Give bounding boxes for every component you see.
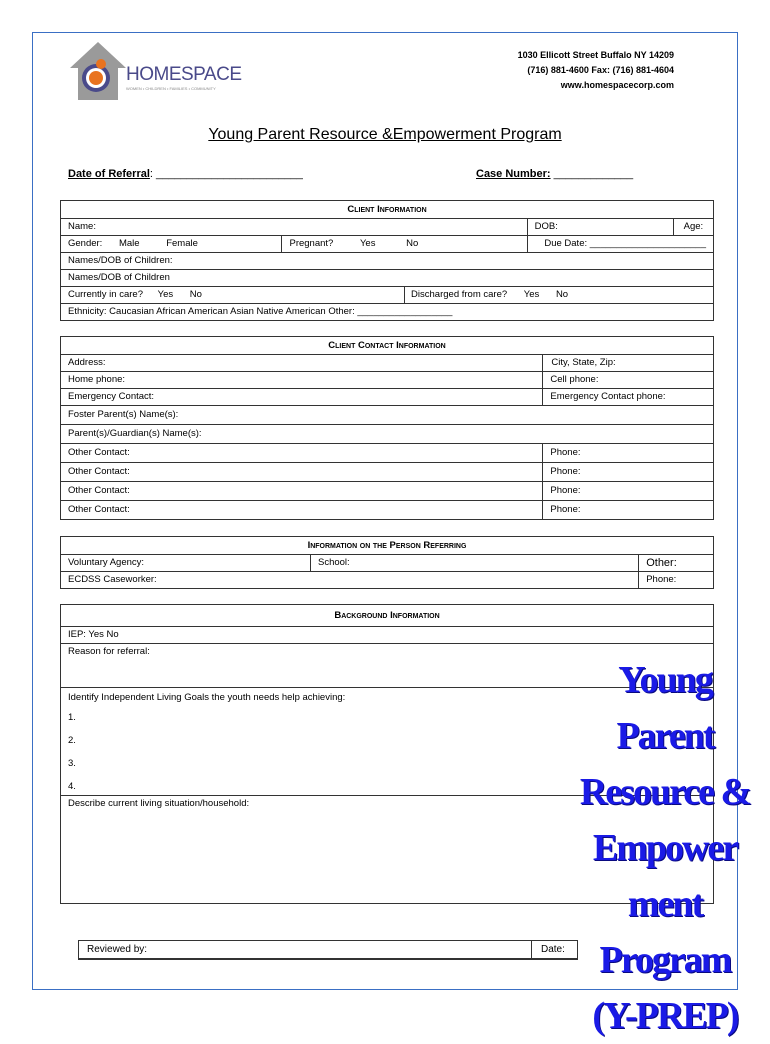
case-number[interactable] (476, 168, 633, 180)
overlay-line-6: Program (599, 939, 731, 981)
address-field[interactable]: Address: (61, 355, 543, 372)
gender-label: Gender: (68, 238, 103, 249)
living-goals-label: Identify Independent Living Goals the youth needs help achieving: (68, 692, 346, 703)
ethnicity-field[interactable]: Ethnicity: Caucasian African American Asian Native American Other: __________________ (61, 304, 714, 321)
gender-female[interactable]: Female (166, 238, 198, 249)
background-info-header: Background Information (61, 605, 714, 627)
currently-in-care-field[interactable] (61, 287, 405, 304)
discharged-field[interactable] (405, 287, 714, 304)
web-line: www.homespacecorp.com (560, 80, 674, 90)
pregnant-label: Pregnant? (289, 238, 334, 249)
other-contact-field-1[interactable]: Other Contact: (61, 444, 543, 463)
living-situation-field[interactable]: Describe current living situation/household: (61, 796, 714, 904)
dob-field[interactable]: DOB: (527, 219, 673, 236)
reason-for-referral-field[interactable]: Reason for referral: (61, 644, 714, 688)
other-contact-field-4[interactable]: Other Contact: (61, 501, 543, 520)
gender-male[interactable]: Male (118, 238, 140, 249)
referrer-info-header: Information on the Person Referring (61, 537, 714, 555)
review-box (78, 940, 578, 960)
discharged-label: Discharged from care? (411, 289, 508, 300)
referral-date[interactable] (68, 168, 303, 180)
name-field[interactable]: Name: (61, 219, 528, 236)
contact-info-header: Client Contact Information (61, 337, 714, 355)
pregnant-no[interactable]: No (406, 238, 419, 249)
yprep-overlay-title (560, 652, 770, 1044)
other-contact-field-2[interactable]: Other Contact: (61, 463, 543, 482)
case-number-blank: _____________ (550, 168, 634, 180)
other-contact-phone-1[interactable]: Phone: (543, 444, 714, 463)
currently-in-care-no[interactable]: No (189, 289, 202, 300)
goal-item-2[interactable]: 2. (68, 735, 76, 746)
gender-field[interactable] (61, 236, 282, 253)
case-number-label: Case Number: (476, 168, 551, 180)
pregnant-field[interactable] (282, 236, 527, 253)
pregnant-yes[interactable]: Yes (359, 238, 376, 249)
children-names-dob-1[interactable]: Names/DOB of Children: (61, 253, 714, 270)
logo-tagline: WOMEN • CHILDREN • FAMILIES • COMMUNITY (126, 86, 216, 91)
currently-in-care-label: Currently in care? (68, 289, 143, 300)
emergency-contact-field[interactable]: Emergency Contact: (61, 389, 543, 406)
overlay-line-4: Empower (592, 827, 738, 869)
referrer-phone-field[interactable]: Phone: (639, 572, 714, 589)
children-names-dob-2[interactable]: Names/DOB of Children (61, 270, 714, 287)
other-field[interactable]: Other: (639, 555, 714, 572)
org-address-block (518, 48, 674, 93)
other-contact-field-3[interactable]: Other Contact: (61, 482, 543, 501)
form-title: Young Parent Resource &Empowerment Program (208, 126, 562, 143)
referrer-info-table (60, 536, 714, 589)
cell-phone-field[interactable]: Cell phone: (543, 372, 714, 389)
goal-item-3[interactable]: 3. (68, 758, 76, 769)
foster-parent-field[interactable]: Foster Parent(s) Name(s): (61, 406, 714, 425)
iep-field[interactable]: IEP: Yes No (61, 627, 714, 644)
discharged-yes[interactable]: Yes (523, 289, 540, 300)
emergency-phone-field[interactable]: Emergency Contact phone: (543, 389, 714, 406)
house-icon (68, 40, 128, 102)
overlay-line-2: Parent (616, 715, 714, 757)
client-info-header: Client Information (61, 201, 714, 219)
address-line: 1030 Ellicott Street Buffalo NY 14209 (517, 50, 674, 60)
home-phone-field[interactable]: Home phone: (61, 372, 543, 389)
reviewed-by-field[interactable]: Reviewed by: (87, 944, 148, 955)
age-field[interactable]: Age: (673, 219, 713, 236)
client-information-table (60, 200, 714, 321)
overlay-line-3: Resource & (579, 771, 751, 813)
referral-date-label: Date of Referral (68, 168, 150, 180)
overlay-line-7: (Y-PREP) (592, 995, 738, 1037)
goal-item-4[interactable]: 4. (68, 781, 76, 792)
overlay-line-5: ment (627, 883, 703, 925)
review-divider (531, 941, 532, 959)
overlay-line-1: Young (618, 659, 712, 701)
ecdss-caseworker-field[interactable]: ECDSS Caseworker: (61, 572, 639, 589)
discharged-no[interactable]: No (555, 289, 569, 300)
other-contact-phone-2[interactable]: Phone: (543, 463, 714, 482)
school-field[interactable]: School: (311, 555, 639, 572)
phone-line: (716) 881-4600 Fax: (716) 881-4604 (527, 65, 674, 75)
other-contact-phone-4[interactable]: Phone: (543, 501, 714, 520)
logo-wordmark: HOMESPACE (126, 64, 242, 85)
other-contact-phone-3[interactable]: Phone: (543, 482, 714, 501)
city-state-zip-field[interactable]: City, State, Zip: (543, 355, 714, 372)
due-date-field[interactable]: Due Date: ______________________ (527, 236, 713, 253)
referral-date-blank: : ________________________ (149, 168, 303, 180)
voluntary-agency-field[interactable]: Voluntary Agency: (61, 555, 311, 572)
review-date-field[interactable]: Date: (541, 944, 565, 955)
parent-guardian-field[interactable]: Parent(s)/Guardian(s) Name(s): (61, 425, 714, 444)
goal-item-1[interactable]: 1. (68, 712, 76, 723)
currently-in-care-yes[interactable]: Yes (157, 289, 174, 300)
client-contact-table (60, 336, 714, 520)
